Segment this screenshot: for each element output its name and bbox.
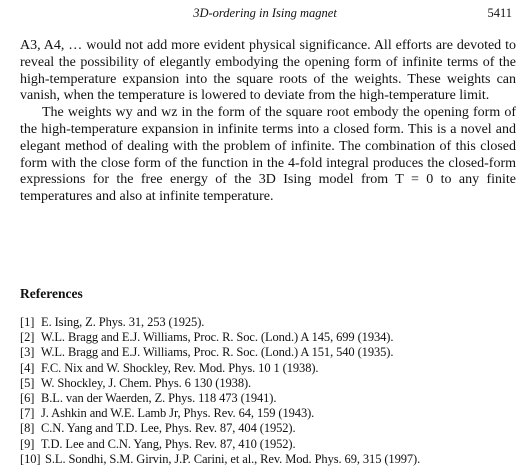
reference-text: J. Ashkin and W.E. Lamb Jr, Phys. Rev. 64, 159 (1943).: [41, 406, 315, 421]
paragraph-1: A3, A4, … would not add more evident physical significance. All efforts are devoted to reveal the possibility of elegantly embodying the opening form of infinite terms of the high-temperature expansion into the square roots of the weights. These weights can vanish, when the temperature is lowered to deviate from the high-temperature limit.: [20, 38, 516, 104]
reference-text: S.L. Sondhi, S.M. Girvin, J.P. Carini, et al., Rev. Mod. Phys. 69, 315 (1997).: [45, 451, 421, 466]
reference-number: [10]: [20, 451, 41, 466]
reference-item: [20, 437, 520, 452]
references-heading: References: [20, 286, 83, 301]
reference-text: F.C. Nix and W. Shockley, Rev. Mod. Phys. 10 1 (1938).: [41, 360, 319, 375]
page-number: 5411: [487, 6, 512, 20]
reference-item: [20, 406, 520, 421]
reference-item: [20, 391, 520, 406]
reference-text: W.L. Bragg and E.J. Williams, Proc. R. Soc. (Lond.) A 145, 699 (1934).: [40, 330, 394, 345]
reference-text: C.N. Yang and T.D. Lee, Phys. Rev. 87, 404 (1952).: [41, 421, 296, 436]
reference-item: [20, 315, 520, 330]
reference-item: [20, 361, 520, 376]
reference-number: [3]: [20, 345, 35, 360]
paragraph-2: The weights wy and wz in the form of the square root embody the opening form of the high-temperature expansion in infinite terms into a closed form. This is a novel and elegant method of dealing with the problem of infinite. The combination of this closed form with the close form of the function in the 4-fold integral produces the closed-form expressions for the free energy of the 3D Ising model from T = 0 to any finite temperatures and also at infinite temperature.: [20, 105, 516, 205]
reference-text: T.D. Lee and C.N. Yang, Phys. Rev. 87, 410 (1952).: [40, 436, 296, 451]
reference-item: [20, 421, 520, 436]
reference-number: [9]: [20, 436, 35, 451]
reference-text: E. Ising, Z. Phys. 31, 253 (1925).: [41, 315, 205, 329]
reference-item: [20, 330, 520, 345]
reference-number: [4]: [20, 360, 35, 375]
running-title: 3D-ordering in Ising magnet: [193, 6, 337, 20]
reference-item: [20, 345, 520, 360]
reference-number: [8]: [20, 421, 35, 436]
reference-text: W.L. Bragg and E.J. Williams, Proc. R. Soc. (Lond.) A 151, 540 (1935).: [40, 345, 394, 360]
body-text: [20, 38, 516, 206]
reference-text: W. Shockley, J. Chem. Phys. 6 130 (1938).: [40, 375, 252, 390]
reference-list: [20, 315, 520, 467]
reference-number: [7]: [20, 406, 35, 421]
running-header: [0, 6, 530, 24]
reference-number: [6]: [20, 391, 35, 406]
reference-number: [1]: [20, 315, 35, 329]
reference-text: B.L. van der Waerden, Z. Phys. 118 473 (1941).: [41, 391, 277, 406]
reference-item: [20, 376, 520, 391]
reference-number: [2]: [20, 330, 35, 345]
reference-item: [20, 452, 520, 467]
reference-number: [5]: [20, 375, 35, 390]
